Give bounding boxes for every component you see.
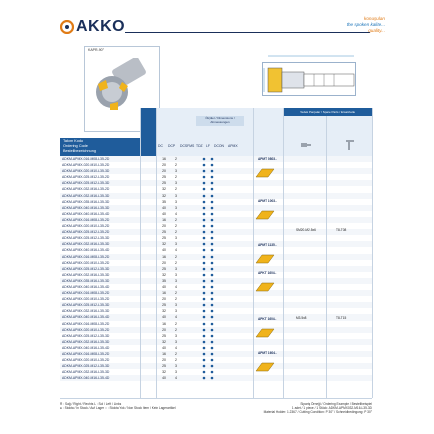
cell-teeth: 2 bbox=[175, 327, 177, 332]
column-label: TDZ bbox=[196, 144, 203, 148]
grid-divider bbox=[372, 108, 373, 398]
cell-dc: 20 bbox=[162, 327, 166, 332]
ordering-code: ADKM-APMX-025-M12-L35-3D bbox=[62, 266, 110, 271]
ordering-code: ADKM-APMX-025-M12-L35-3D bbox=[62, 236, 110, 241]
cell-dc: 20 bbox=[162, 260, 166, 265]
cell-dc: 32 bbox=[162, 272, 166, 277]
ordering-code: ADKM-APMX-040-M16-L35-4D bbox=[62, 376, 110, 381]
column-label: LF bbox=[206, 144, 210, 148]
insert-label: APMT 1003.. bbox=[258, 199, 277, 203]
product-photo-caption: KAPR-90° bbox=[88, 48, 104, 52]
cell-teeth: 2 bbox=[175, 254, 177, 259]
grid-divider bbox=[140, 108, 141, 398]
cell-teeth: 3 bbox=[175, 236, 177, 241]
cell-teeth: 3 bbox=[175, 193, 177, 198]
key-code-a: T8-T08 bbox=[336, 228, 347, 232]
footer-example-line: Material Holder: 1.2367 / Cutting Condition: P 30° / Schneidbedingung: P 30° bbox=[263, 410, 372, 414]
cell-teeth: 4 bbox=[175, 315, 177, 320]
screw-code-a: SM20-M2.5x6 bbox=[296, 228, 316, 232]
ordering-code: ADKM-APMX-016-M08-L35-2D bbox=[62, 291, 110, 296]
footer-legend bbox=[60, 402, 260, 410]
stock-indicator-icon bbox=[200, 375, 216, 381]
cell-teeth: 2 bbox=[175, 175, 177, 180]
grid-divider bbox=[60, 398, 372, 399]
ordering-code: ADKM-APMX-016-M08-L35-2D bbox=[62, 352, 110, 356]
cell-dc: 40 bbox=[162, 205, 166, 210]
ordering-code: ADKM-APMX-020-M10-L35-2D bbox=[62, 260, 110, 265]
key-code-b: T8-T15 bbox=[336, 316, 347, 320]
brand-name: AKKO bbox=[76, 18, 126, 35]
grid-divider bbox=[283, 108, 284, 398]
footer-ordering-example bbox=[258, 402, 372, 414]
cell-dc: 35 bbox=[162, 278, 166, 283]
cell-teeth: 4 bbox=[175, 211, 177, 216]
cell-dc: 20 bbox=[162, 224, 166, 229]
ordering-code: ADKM-APMX-020-M10-L35-2D bbox=[62, 163, 110, 168]
cell-teeth: 2 bbox=[175, 163, 177, 168]
cell-dc: 25 bbox=[162, 230, 166, 235]
cell-teeth: 3 bbox=[175, 199, 177, 204]
ordering-code-title-de: Bestellbezeichnung bbox=[63, 149, 96, 153]
milling-cutter-photo bbox=[90, 58, 154, 114]
footer-example-line: Sipariş Örneği / Ordering Example / Bestellbeispiel bbox=[300, 402, 372, 406]
footer-example-line: 1 adet / 1 piece / 1 Stück: ADKM-APMX032-M16-L35-3D bbox=[291, 406, 372, 410]
insert-shape-icon bbox=[254, 360, 276, 372]
cell-teeth: 3 bbox=[175, 303, 177, 308]
logo-mark-icon bbox=[60, 20, 74, 34]
cell-teeth: 3 bbox=[175, 242, 177, 247]
slogan-line-2: the spoken kalite... bbox=[346, 22, 385, 27]
ordering-code: ADKM-APMX-025-M12-L35-2D bbox=[62, 230, 110, 235]
cell-dc: 35 bbox=[162, 199, 166, 204]
ordering-code: ADKM-APMX-025-M12-L35-3D bbox=[62, 364, 110, 369]
insert-shape-icon bbox=[254, 166, 276, 178]
ordering-code: ADKM-APMX-032-M16-L35-3D bbox=[62, 272, 110, 277]
cell-teeth: 3 bbox=[175, 309, 177, 314]
insert-shape-icon bbox=[254, 252, 276, 264]
column-label: APMX bbox=[228, 144, 238, 148]
cell-teeth: 4 bbox=[175, 376, 177, 381]
cell-teeth: 2 bbox=[175, 321, 177, 326]
cell-dc: 25 bbox=[162, 181, 166, 186]
cell-dc: 25 bbox=[162, 333, 166, 338]
insert-label: APKT 1604.. bbox=[258, 317, 277, 321]
ordering-code: ADKM-APMX-020-M10-L35-2D bbox=[62, 224, 110, 229]
cell-teeth: 2 bbox=[175, 260, 177, 265]
cell-dc: 16 bbox=[162, 352, 166, 356]
ordering-code: ADKM-APMX-032-M16-L35-3D bbox=[62, 193, 110, 198]
cell-teeth: 3 bbox=[175, 181, 177, 186]
ordering-code: ADKM-APMX-020-M10-L35-2D bbox=[62, 327, 110, 332]
ordering-code: ADKM-APMX-040-M16-L35-4D bbox=[62, 315, 110, 320]
cell-dc: 20 bbox=[162, 297, 166, 302]
cell-teeth: 3 bbox=[175, 333, 177, 338]
ordering-code: ADKM-APMX-032-M16-L35-2D bbox=[62, 187, 110, 192]
ordering-code: ADKM-APMX-032-M16-L35-3D bbox=[62, 339, 110, 344]
cell-teeth: 2 bbox=[175, 358, 177, 363]
cell-dc: 25 bbox=[162, 266, 166, 271]
cell-teeth: 3 bbox=[175, 370, 177, 375]
insert-label: APMT 1604.. bbox=[258, 351, 277, 355]
grid-divider bbox=[326, 116, 327, 398]
slogan-line-1: konuşulan bbox=[364, 16, 385, 21]
ordering-code: ADKM-APMX-016-M08-L35-2D bbox=[62, 254, 110, 259]
ordering-code: ADKM-APMX-020-M10-L35-2D bbox=[62, 297, 110, 302]
cell-teeth: 2 bbox=[175, 297, 177, 302]
cell-dc: 25 bbox=[162, 236, 166, 241]
ordering-code: ADKM-APMX-025-M12-L35-3D bbox=[62, 181, 110, 186]
ordering-code: ADKM-APMX-035-M16-L35-3D bbox=[62, 199, 110, 204]
cell-dc: 40 bbox=[162, 376, 166, 381]
ordering-code: ADKM-APMX-040-M16-L35-4D bbox=[62, 284, 110, 289]
cell-dc: 32 bbox=[162, 339, 166, 344]
cell-dc: 32 bbox=[162, 370, 166, 375]
cell-dc: 32 bbox=[162, 242, 166, 247]
cell-dc: 25 bbox=[162, 303, 166, 308]
ordering-code: ADKM-APMX-020-M10-L35-2D bbox=[62, 358, 110, 363]
cell-teeth: 2 bbox=[175, 217, 177, 222]
footer-legend-line: R : Sağ / Right / Rechts L : Sol / Left / Links bbox=[60, 402, 122, 406]
screw-code-b: M3.5x8 bbox=[296, 316, 307, 320]
cell-teeth: 4 bbox=[175, 284, 177, 289]
ordering-code: ADKM-APMX-032-M16-L35-3D bbox=[62, 309, 110, 314]
cell-dc: 32 bbox=[162, 187, 166, 192]
ordering-code-title-en: Ordering Code bbox=[63, 144, 88, 148]
cell-teeth: 4 bbox=[175, 345, 177, 350]
screw-icon bbox=[300, 140, 312, 150]
column-label: DC bbox=[158, 144, 163, 148]
dimensions-header: Ölçüler / Dimensions / Abmessungen bbox=[196, 116, 244, 126]
column-label: DCON bbox=[214, 144, 224, 148]
cell-dc: 20 bbox=[162, 163, 166, 168]
ordering-code-title-tr: Takım Kodu bbox=[63, 139, 84, 143]
grid-divider bbox=[156, 108, 157, 398]
spare-parts-header: Yedek Parçalar / Spare Parts / Ersatzteile bbox=[283, 108, 372, 116]
cell-teeth: 3 bbox=[175, 278, 177, 283]
cell-dc: 40 bbox=[162, 315, 166, 320]
cell-dc: 40 bbox=[162, 211, 166, 216]
cell-teeth: 3 bbox=[175, 169, 177, 174]
ordering-code: ADKM-APMX-040-M16-L35-4D bbox=[62, 211, 110, 216]
cell-dc: 16 bbox=[162, 321, 166, 326]
cell-dc: 20 bbox=[162, 169, 166, 174]
technical-drawing bbox=[258, 46, 366, 96]
cell-teeth: 2 bbox=[175, 187, 177, 192]
cell-teeth: 3 bbox=[175, 364, 177, 369]
cell-dc: 16 bbox=[162, 157, 166, 161]
footer-legend-line: ● : Stokta / In Stock / Auf Lager ○ : Stokta Yok / Non Stock Item / Kein Lagerartikel bbox=[60, 406, 176, 410]
cell-dc: 20 bbox=[162, 358, 166, 363]
cell-dc: 25 bbox=[162, 364, 166, 369]
brand-logo bbox=[60, 17, 125, 37]
ordering-code: ADKM-APMX-025-M12-L35-3D bbox=[62, 333, 110, 338]
slogan bbox=[300, 16, 385, 34]
cell-dc: 32 bbox=[162, 193, 166, 198]
ordering-code: ADKM-APMX-016-M08-L35-2D bbox=[62, 157, 110, 161]
ordering-code-header bbox=[60, 138, 140, 156]
insert-shape-icon bbox=[254, 280, 276, 292]
dimension-column-labels bbox=[150, 138, 246, 156]
cell-dc: 16 bbox=[162, 254, 166, 259]
cell-dc: 40 bbox=[162, 248, 166, 253]
insert-label: APMT 0803.. bbox=[258, 157, 277, 161]
ordering-code: ADKM-APMX-040-M16-L35-4D bbox=[62, 345, 110, 350]
cell-teeth: 3 bbox=[175, 339, 177, 344]
cell-dc: 16 bbox=[162, 217, 166, 222]
cell-teeth: 3 bbox=[175, 205, 177, 210]
ordering-code: ADKM-APMX-020-M10-L35-3D bbox=[62, 169, 110, 174]
insert-shape-icon bbox=[254, 326, 276, 338]
ordering-code: ADKM-APMX-040-M16-L35-4D bbox=[62, 248, 110, 253]
ordering-code: ADKM-APMX-032-M16-L35-3D bbox=[62, 242, 110, 247]
cell-dc: 40 bbox=[162, 284, 166, 289]
column-label: DCSFMS bbox=[180, 144, 195, 148]
ordering-code: ADKM-APMX-016-M08-L35-2D bbox=[62, 321, 110, 326]
cell-teeth: 3 bbox=[175, 272, 177, 277]
ordering-code: ADKM-APMX-035-M16-L35-3D bbox=[62, 278, 110, 283]
cell-teeth: 2 bbox=[175, 230, 177, 235]
insert-shape-icon bbox=[254, 208, 276, 220]
ordering-code: ADKM-APMX-025-M12-L35-3D bbox=[62, 303, 110, 308]
insert-label: APKT 1604.. bbox=[258, 271, 277, 275]
cell-teeth: 3 bbox=[175, 266, 177, 271]
ordering-code: ADKM-APMX-016-M08-L35-2D bbox=[62, 217, 110, 222]
cell-teeth: 2 bbox=[175, 157, 177, 161]
cell-teeth: 2 bbox=[175, 224, 177, 229]
cell-dc: 40 bbox=[162, 345, 166, 350]
column-label: DCP bbox=[168, 144, 176, 148]
cell-teeth: 4 bbox=[175, 248, 177, 253]
cell-dc: 25 bbox=[162, 175, 166, 180]
ordering-code: ADKM-APMX-032-M16-L35-3D bbox=[62, 370, 110, 375]
ordering-code: ADKM-APMX-025-M12-L35-2D bbox=[62, 175, 110, 180]
torx-key-icon bbox=[344, 138, 356, 152]
cell-dc: 32 bbox=[162, 309, 166, 314]
slogan-line-3: quality... bbox=[368, 28, 385, 33]
cell-teeth: 2 bbox=[175, 352, 177, 356]
ordering-code: ADKM-APMX-040-M16-L35-3D bbox=[62, 205, 110, 210]
cell-dc: 16 bbox=[162, 291, 166, 296]
insert-label: APMT 1135.. bbox=[258, 243, 277, 247]
cell-teeth: 2 bbox=[175, 291, 177, 296]
